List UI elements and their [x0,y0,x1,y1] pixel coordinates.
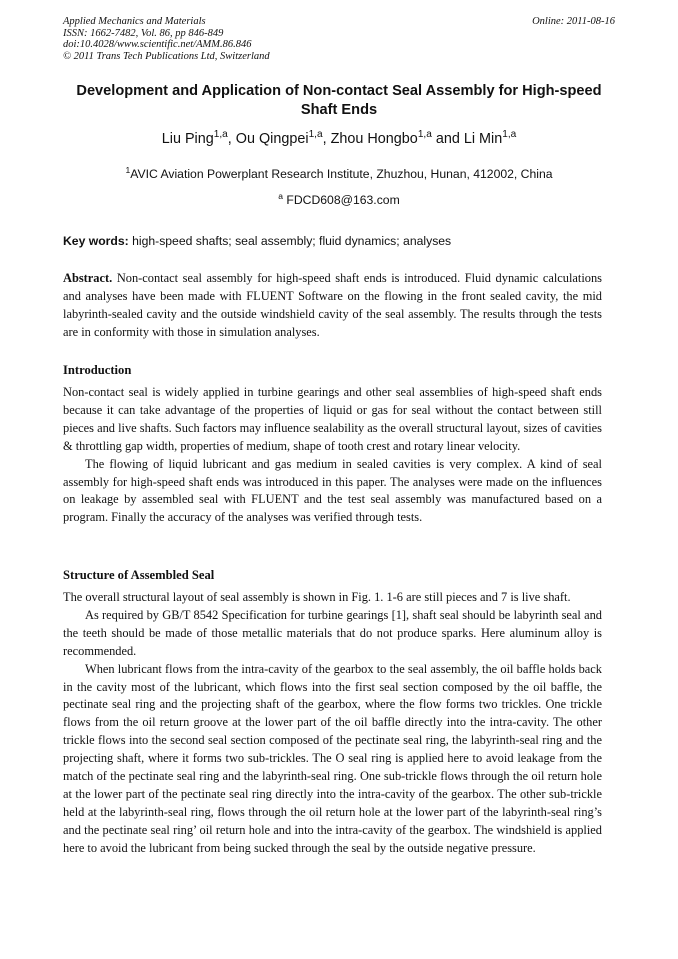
author-name: Ou Qingpei [235,131,309,147]
paragraph: When lubricant flows from the intra-cavity of the gearbox to the seal assembly, the oil baffle holds back in the cavity most of the lubricant, which flows into the first seal section composed by the oil baffle, the pectinate seal ring and the projecting shaft of the gearbox, where the flow forms two trickles. One trickle flows from the oil return groove at the lower part of the oil baffle directly into the intra-cavity. The other trickle flows into the second seal section composed of the pectinate seal ring, the labyrinth-seal ring and the projecting shaft, where it forms two sub-trickles. The O seal ring is applied here to avoid leakage from the match of the pectinate seal ring and the labyrinth-seal ring. One sub-trickle flows through the oil return hole at the lower part of the pectinate seal ring directly into the intra-cavity of the gearbox. The other sub-trickle held at the labyrinth-seal ring, flows through the oil return hole at the lower part of the labyrinth-seal ring’s and the pectinate seal ring’ oil return hole and into the intra-cavity of the gearbox. The windshield is applied here to avoid the lubricant from being sucked through the seal by the outside negative pressure. [63,661,602,855]
author-separator: and [431,131,464,147]
keywords-text: high-speed shafts; seal assembly; fluid dynamics; analyses [128,234,452,248]
journal-name: Applied Mechanics and Materials [63,16,206,27]
section-heading-structure: Structure of Assembled Seal [63,568,215,582]
abstract-label: Abstract. [63,271,113,285]
author-name: Liu Ping [161,131,214,147]
paragraph: The overall structural layout of seal assembly is shown in Fig. 1. 1-6 are still pieces and 7 is live shaft. [63,590,571,604]
author-affil-mark: 1,a [213,128,228,140]
affiliation-text: AVIC Aviation Powerplant Research Institute, Zhuzhou, Hunan, 412002, China [130,167,553,181]
copyright-line: © 2011 Trans Tech Publications Ltd, Switzerland [63,50,270,62]
email-address[interactable]: FDCD608@163.com [283,193,400,207]
author-list [63,130,615,148]
section-introduction [63,384,602,527]
doi-line: doi:10.4028/www.scientific.net/AMM.86.846 [63,39,252,50]
author-affil-mark: 1,a [308,128,323,140]
section-heading-introduction: Introduction [63,363,132,377]
affiliation [63,166,615,182]
issn-line: ISSN: 1662-7482, Vol. 86, pp 846-849 [63,27,224,39]
author-name: Zhou Hongbo [330,131,418,147]
paper-title: Development and Application of Non-contact Seal Assembly for High-speed Shaft Ends [76,83,602,118]
journal-header [63,16,270,62]
email-mark: a [278,190,284,201]
contact-email [63,192,615,208]
paragraph: Non-contact seal is widely applied in turbine gearings and other seal assemblies of high-speed shaft ends because it can take advantage of the properties of liquid or gas for seal without the contact between still pieces and live shafts. Such factors may influence sealability as the overall structural layout, sizes of cavities & throttling gap width, properties of medium, shape of tooth crest and rotary linear velocity. [63,385,602,453]
abstract-text: Non-contact seal assembly for high-speed shaft ends is introduced. Fluid dynamic calculations and analyses have been made with FLUENT Software on the flowing in the front sealed cavity, the mid labyrinth-sealed cavity and the outside windshield cavity of the seal assembly. The results through the tests are in conformity with those in simulation analyses. [63,271,602,339]
author-separator: , [322,131,331,147]
paragraph: The flowing of liquid lubricant and gas medium in sealed cavities is very complex. A kind of seal assembly for high-speed shaft ends was introduced in this paper. The analyses were made on the influences on leakage by assembled seal with FLUENT and the test seal assembly was manufactured based on a program. Finally the accuracy of the analyses was verified through tests. [63,456,602,525]
author-affil-mark: 1,a [417,128,432,140]
paragraph: As required by GB/T 8542 Specification for turbine gearings [1], shaft seal should be labyrinth seal and the teeth should be made of those metallic materials that do not produce sparks. Here aluminum alloy is recommended. [63,607,602,658]
author-name: Li Min [463,131,503,147]
online-date: Online: 2011-08-16 [532,16,615,27]
abstract [63,270,602,342]
keywords [63,233,615,249]
author-affil-mark: 1,a [502,128,517,140]
section-structure [63,589,602,858]
author-separator: , [227,131,236,147]
keywords-label: Key words: [63,234,129,248]
affiliation-mark: 1 [125,164,131,175]
